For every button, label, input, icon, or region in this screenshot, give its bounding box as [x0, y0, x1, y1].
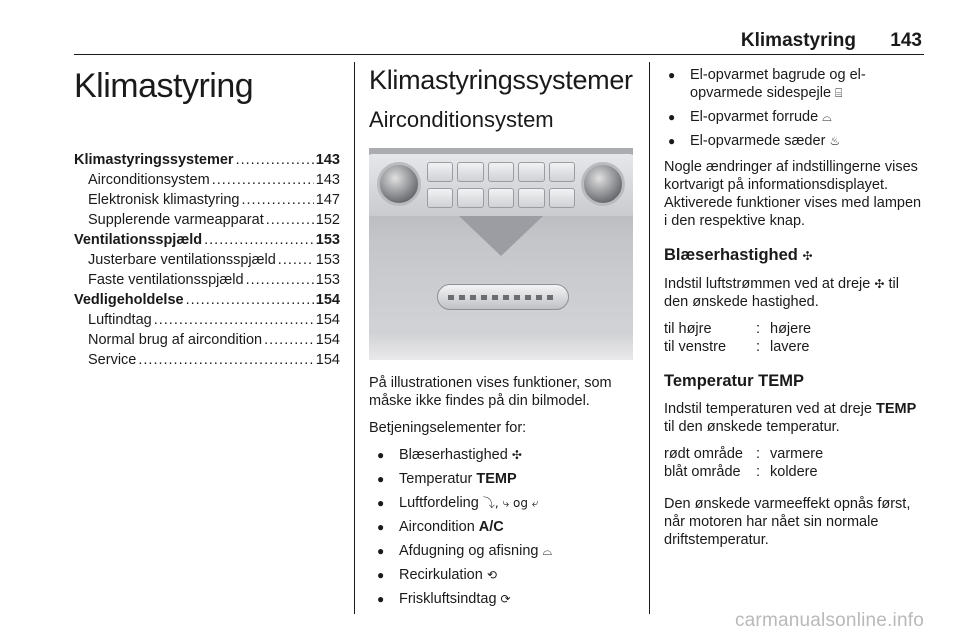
temperature-range-table [664, 445, 823, 481]
toc-leader-dots [212, 170, 314, 190]
column-divider-1 [354, 62, 355, 614]
controls-list [369, 446, 633, 608]
toc-entry-label: Supplerende varmeapparat [88, 212, 264, 228]
toc-entry-label: Elektronisk klimastyring [88, 192, 240, 208]
section-heading: Klimastyringssystemer [369, 65, 633, 95]
toc-leader-dots [236, 150, 314, 170]
toc-entry-page: 147 [315, 192, 340, 208]
console-lower [369, 330, 633, 360]
control-symbol-icon: ⤵, ⤷ og ⤶ [482, 496, 539, 510]
control-item: ● Blæserhastighed ✣ [369, 446, 633, 464]
heating-symbol-icon: ⌓ [822, 110, 832, 124]
upper-button-row [427, 162, 575, 182]
lower-button-row [427, 188, 575, 208]
left-rotary-knob [377, 162, 421, 206]
toc-entry-label: Klimastyringssystemer [74, 152, 234, 168]
toc-entry-label: Vedligeholdelse [74, 292, 184, 308]
warmup-note: Den ønskede varmeeffekt opnås først, når motoren har nået sin normale driftstemperatur. [664, 496, 911, 548]
toc-leader-dots [242, 190, 314, 210]
toc-entry-page: 154 [315, 352, 340, 368]
toc-leader-dots [138, 350, 313, 370]
toc-entry[interactable] [74, 330, 340, 350]
page-header [0, 24, 960, 54]
toc-leader-dots [266, 210, 314, 230]
toc-leader-dots [186, 290, 314, 310]
heating-item: ● El-opvarmet bagrude og el-opvarmede sidespejle ⌸ [664, 66, 926, 102]
toc-entry[interactable] [74, 150, 340, 170]
chapter-title: Klimastyring [74, 67, 254, 105]
toc-entry-page: 143 [315, 152, 340, 168]
subsection-heading: Airconditionsystem [369, 107, 554, 132]
control-item: ● Aircondition A/C [369, 518, 633, 536]
fan-speed-text: Indstil luftstrømmen ved at dreje ✣ til den ønskede hastighed. [664, 276, 899, 310]
fan-icon: ✣ [802, 249, 813, 263]
fan-speed-heading: Blæserhastighed ✣ [664, 246, 813, 264]
toc-entry[interactable] [74, 170, 340, 190]
heating-symbol-icon: ⌸ [835, 86, 843, 100]
fan-direction-table [664, 320, 811, 356]
toc-leader-dots [264, 330, 314, 350]
toc-entry-page: 143 [315, 172, 340, 188]
toc-entry[interactable] [74, 250, 340, 270]
heating-item: ● El-opvarmede sæder ♨ [664, 132, 926, 150]
toc-entry-page: 154 [315, 292, 340, 308]
climate-control-photo [369, 148, 633, 360]
heating-symbol-icon: ♨ [829, 134, 841, 148]
control-symbol-icon: ✣ [511, 448, 522, 462]
control-item: ● Afdugning og afisning ⌓ [369, 542, 633, 560]
temperature-text: Indstil temperaturen ved at dreje TEMP til den ønskede temperatur. [664, 401, 917, 435]
toc-entry-label: Faste ventilationsspjæld [88, 272, 244, 288]
toc-leader-dots [204, 230, 314, 250]
toc-entry-label: Service [88, 352, 137, 368]
temperature-heading: Temperatur TEMP [664, 372, 804, 390]
control-symbol-icon: ⟳ [500, 592, 511, 606]
control-item: ● Temperatur TEMP [369, 470, 633, 488]
definition-row: til højre : højere [664, 321, 812, 337]
heating-item: ● El-opvarmet forrude ⌓ [664, 108, 926, 126]
console-wedge [459, 216, 543, 256]
toc-column [74, 60, 340, 370]
toc-entry[interactable] [74, 270, 340, 290]
definition-row: blåt område : koldere [664, 464, 818, 480]
toc-leader-dots [278, 250, 314, 270]
toc-entry[interactable] [74, 190, 340, 210]
controls-intro: Betjeningselementer for: [369, 420, 527, 436]
toc-entry-page: 154 [315, 312, 340, 328]
photo-caption: På illustrationen vises funktioner, som måske ikke findes på din bilmodel. [369, 375, 612, 409]
right-rotary-knob [581, 162, 625, 206]
toc-entry[interactable] [74, 310, 340, 330]
control-item: ● Luftfordeling ⤵, ⤷ og ⤶ [369, 494, 633, 512]
display-note: Nogle ændringer af indstillingerne vises kortvarigt på informationsdisplayet. Aktiverede funktioner vises med lampen i den respektive knap. [664, 159, 922, 229]
toc-entry-label: Justerbare ventilationsspjæld [88, 252, 276, 268]
control-item: ● Recirkulation ⟲ [369, 566, 633, 584]
toc-entry[interactable] [74, 230, 340, 250]
fan-icon: ✣ [874, 277, 885, 291]
control-symbol-icon: ⌓ [542, 544, 553, 558]
toc-entry-page: 153 [315, 232, 340, 248]
toc-list [74, 150, 340, 370]
toc-entry-label: Luftindtag [88, 312, 152, 328]
toc-entry-page: 152 [315, 212, 340, 228]
lower-control-strip [437, 284, 569, 310]
control-item: ● Friskluftsindtag ⟳ [369, 590, 633, 608]
page-number: 143 [890, 30, 922, 51]
toc-entry-label: Normal brug af aircondition [88, 332, 263, 348]
toc-leader-dots [154, 310, 314, 330]
toc-entry[interactable] [74, 210, 340, 230]
toc-entry-label: Airconditionsystem [88, 172, 210, 188]
heating-list [664, 66, 926, 150]
toc-leader-dots [246, 270, 314, 290]
toc-entry-page: 153 [315, 272, 340, 288]
content-column-3 [664, 60, 926, 558]
toc-entry-page: 154 [315, 332, 340, 348]
watermark: carmanualsonline.info [734, 610, 924, 631]
toc-entry-label: Ventilationsspjæld [74, 232, 203, 248]
content-column-2 [369, 60, 633, 616]
definition-row: til venstre : lavere [664, 339, 810, 355]
toc-entry[interactable] [74, 290, 340, 310]
column-divider-2 [649, 62, 650, 614]
header-rule [74, 54, 924, 55]
toc-entry-page: 153 [315, 252, 340, 268]
section-title: Klimastyring [740, 30, 856, 51]
definition-row: rødt område : varmere [664, 446, 824, 462]
toc-entry[interactable] [74, 350, 340, 370]
control-symbol-icon: ⟲ [486, 568, 497, 582]
